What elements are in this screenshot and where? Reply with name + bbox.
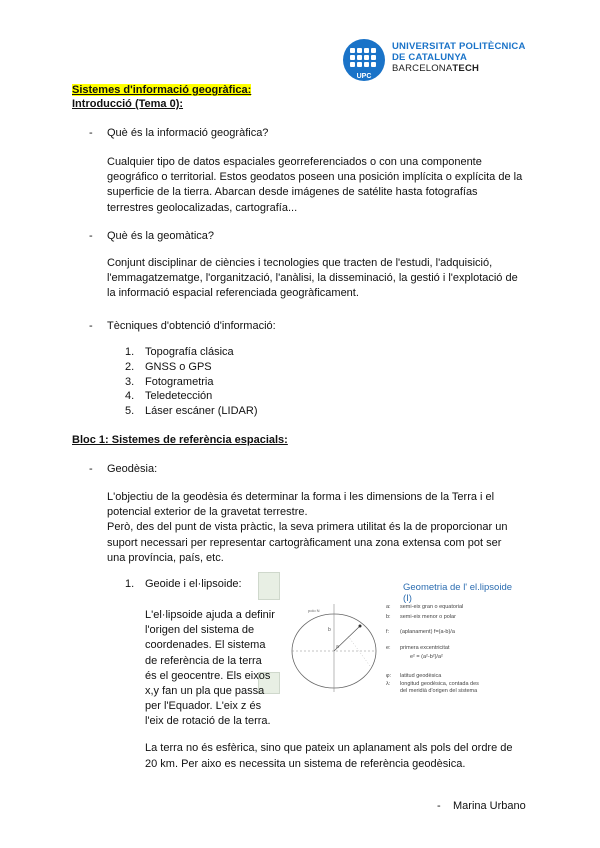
university-name <box>392 41 526 74</box>
q2-label: Què és la geomàtica? <box>107 230 215 242</box>
thumbnail-image <box>258 572 280 600</box>
bloc1-heading: Bloc 1: Sistemes de referència espacials: <box>72 434 288 446</box>
list-item-number: 4. <box>125 390 135 402</box>
ellipsoid-figure <box>288 576 520 696</box>
list-item-number: 5. <box>125 405 135 417</box>
list-item: GNSS o GPS <box>145 361 212 373</box>
svg-text:b: b <box>328 627 331 633</box>
footer-author: Marina Urbano <box>453 800 526 812</box>
geoide-number: 1. <box>125 578 135 590</box>
intro-heading: Introducció (Tema 0): <box>72 98 184 110</box>
q1-bullet: - <box>89 127 93 139</box>
list-item-number: 2. <box>125 361 135 373</box>
list-item: Topografía clásica <box>145 346 234 358</box>
list-item: Teledetección <box>145 390 213 402</box>
ellipsoid-diagram <box>288 596 378 694</box>
list-item-number: 3. <box>125 376 135 388</box>
upc-logo-icon <box>341 38 387 82</box>
university-line2: DE CATALUNYA <box>392 52 468 63</box>
list-item-number: 1. <box>125 346 135 358</box>
geoide-text: L'el·lipsoide ajuda a definir l'origen del sistema de coordenades. El sistema de referència de la terra és el geocentre. Els eixos x,y fan un pla que passa per l'Equador. L'eix z és l'eix de rotació de la terra. <box>145 609 275 728</box>
list-item: Fotogrametria <box>145 376 214 388</box>
figure-title: Geometria de l' el.lipsoide (I) <box>403 582 513 604</box>
svg-text:UPC: UPC <box>356 73 372 80</box>
figure-legend: a: semi-eix gran o equatorial b: semi-eix menor o polar f: (aplanament) f=(a-b)/a e: primera excentricitat e² = (a²-b²)/a² φ: latitud geodèsica λ: longitud geodèsica, contada des del meridià d'origen del sistema <box>386 604 479 694</box>
q3-bullet: - <box>89 320 93 332</box>
geoide-label: Geoide i el·lipsoide: <box>145 578 242 590</box>
university-line3: BARCELONATECH <box>392 63 480 74</box>
q1-label: Què és la informació geogràfica? <box>107 127 269 139</box>
geoide-after-text: La terra no és esfèrica, sino que pateix un aplanament als pols del ordre de 20 km. Per aixo es necessita un sistema de referència geodèsica. <box>145 742 513 770</box>
geodesia-bullet: - <box>89 463 93 475</box>
geodesia-label: Geodèsia: <box>107 463 158 475</box>
university-line1: UNIVERSITAT POLITÈCNICA <box>392 41 526 52</box>
footer-dash: - <box>437 800 441 812</box>
svg-text:a: a <box>336 644 339 650</box>
q3-label: Tècniques d'obtenció d'informació: <box>107 320 276 332</box>
q2-bullet: - <box>89 230 93 242</box>
list-item: Láser escáner (LIDAR) <box>145 405 258 417</box>
geodesia-text: L'objectiu de la geodèsia és determinar la forma i les dimensions de la Terra i el potencial exterior de la gravetat terrestre. Però, des del punt de vista pràctic, la seva primera utilitat és la de proporcionar un suport necessari per representar cartogràficament una zona extensa com pot ser una província, país, etc. <box>107 491 508 564</box>
q2-answer: Conjunt disciplinar de ciències i tecnologies que tracten de l'estudi, l'adquisició, l'emmagatzematge, l'organització, l'anàlisi, la disseminació, la gestió i l'explotació de la informació espacial referenciada geogràficament. <box>107 257 518 300</box>
q1-answer: Cualquier tipo de datos espaciales georreferenciados o con una componente geográfico o territorial. Estos geodatos poseen una posición implícita o explícita de la superficie de la tierra. Abarcan desde imágenes de satélite hasta fotografías terrestres geolocalizadas, cartografía... <box>107 156 523 214</box>
document-title: Sistemes d'informació geogràfica: <box>72 84 252 96</box>
svg-text:polo N: polo N <box>308 608 320 613</box>
